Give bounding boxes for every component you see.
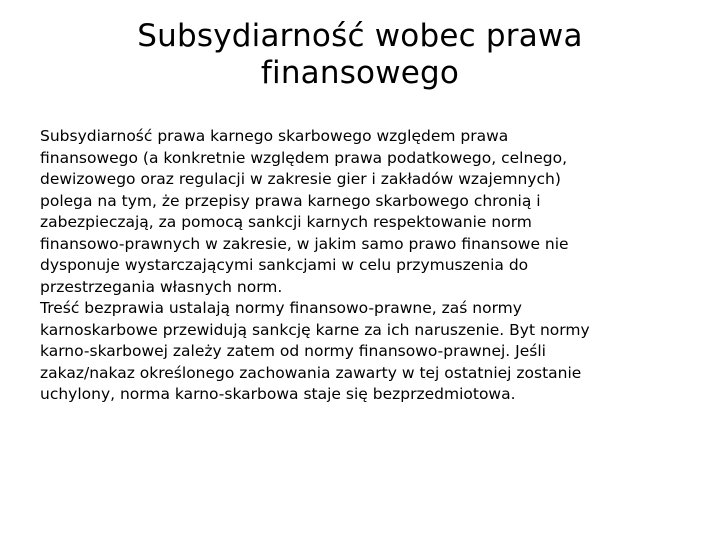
body-line: przestrzegania własnych norm. <box>40 277 283 296</box>
body-line: zabezpieczają, za pomocą sankcji karnych respektowanie norm <box>40 213 532 231</box>
title-line-2: finansowego <box>260 55 460 91</box>
body-line: uchylony, norma karno-skarbowa staje się bezprzedmiotowa. <box>40 385 516 403</box>
body-line: Treść bezprawia ustalają normy finansowo-prawne, zaś normy <box>40 299 522 317</box>
title-line-1: Subsydiarność wobec prawa <box>137 18 583 54</box>
slide-body <box>40 126 690 406</box>
body-line: finansowo-prawnych w zakresie, w jakim samo prawo finansowe nie <box>40 234 569 253</box>
body-line: zakaz/nakaz określonego zachowania zawarty w tej ostatniej zostanie <box>40 363 582 382</box>
body-line: polega na tym, że przepisy prawa karnego skarbowego chronią i <box>40 191 541 210</box>
body-line: dewizowego oraz regulacji w zakresie gier i zakładów wzajemnych) <box>40 170 561 188</box>
body-line: finansowego (a konkretnie względem prawa podatkowego, celnego, <box>40 148 568 167</box>
body-line: karnoskarbowe przewidują sankcję karne za ich naruszenie. Byt normy <box>40 320 590 339</box>
slide-title <box>60 18 660 92</box>
paragraph-subsidiarity <box>40 126 690 298</box>
body-line: karno-skarbowej zależy zatem od normy finansowo-prawnej. Jeśli <box>40 342 546 360</box>
paragraph-unlawfulness <box>40 298 690 406</box>
body-line: Subsydiarność prawa karnego skarbowego względem prawa <box>40 127 509 145</box>
body-line: dysponuje wystarczającymi sankcjami w celu przymuszenia do <box>40 256 529 274</box>
